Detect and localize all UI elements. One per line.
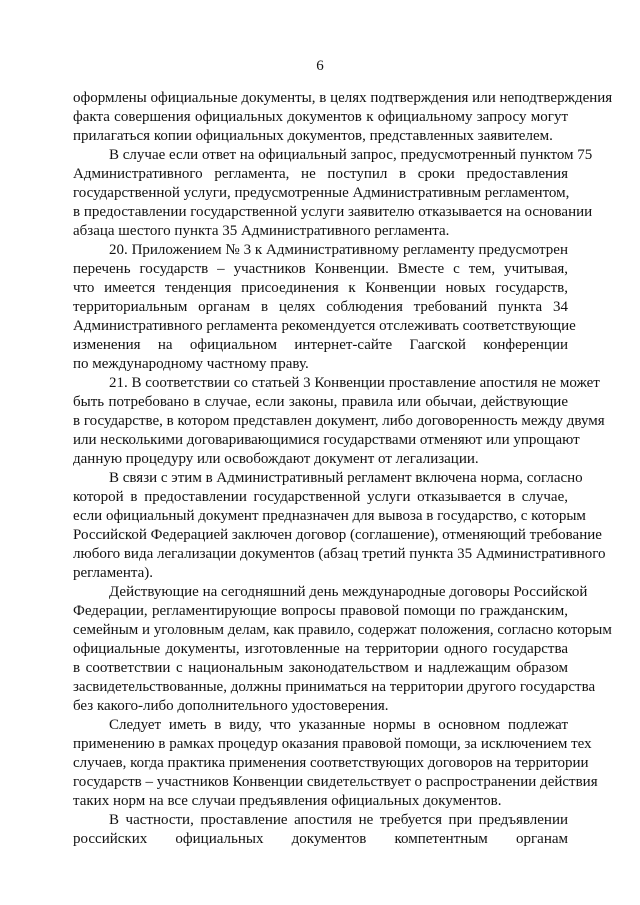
text-line: официальные документы, изготовленные на территории одного государства	[73, 641, 568, 657]
text-line: по международному частному праву.	[73, 356, 309, 372]
paragraph	[73, 583, 612, 716]
text-line: которой в предоставлении государственной услуги отказывается в случае,	[73, 489, 568, 505]
text-line: территориальным органам в целях соблюдения требований пункта 34	[73, 299, 568, 315]
paragraph	[73, 146, 593, 241]
text-line: в государстве, в котором представлен документ, либо договоренность между двумя	[73, 413, 605, 429]
text-line: быть потребовано в случае, если законы, правила или обычаи, действующие	[73, 394, 568, 410]
paragraph	[73, 374, 605, 469]
paragraph	[73, 469, 606, 583]
text-line: Федерации, регламентирующие вопросы правовой помощи по гражданским,	[73, 603, 568, 619]
text-line: данную процедуру или освобождают документ от легализации.	[73, 451, 479, 467]
text-line: российских официальных документов компетентным органам	[73, 831, 568, 847]
text-line: Российской Федерацией заключен договор (соглашение), отменяющий требование	[73, 527, 602, 543]
text-line: изменения на официальном интернет-сайте Гаагской конференции	[73, 337, 568, 353]
paragraph	[73, 811, 568, 849]
text-line: в соответствии с национальным законодательством и надлежащим образом	[73, 660, 568, 676]
text-line: факта совершения официальных документов к официальному запросу могут	[73, 109, 568, 125]
text-line: Действующие на сегодняшний день международные договоры Российской	[109, 584, 588, 600]
text-line: 21. В соответствии со статьей 3 Конвенции проставление апостиля не может	[109, 375, 600, 391]
text-line: любого вида легализации документов (абзац третий пункта 35 Административного	[73, 546, 606, 562]
text-line: случаев, когда практика применения соответствующих договоров на территории	[73, 755, 589, 771]
text-line: государственной услуги, предусмотренные Административным регламентом,	[73, 185, 570, 201]
text-line: засвидетельствованные, должны приниматься на территории другого государства	[73, 679, 596, 695]
page-number: 6	[316, 58, 324, 74]
paragraph	[73, 241, 576, 374]
text-line: оформлены официальные документы, в целях подтверждения или неподтверждения	[73, 90, 613, 106]
text-line: в предоставлении государственной услуги заявителю отказывается на основании	[73, 204, 593, 220]
text-line: В связи с этим в Административный регламент включена норма, согласно	[109, 470, 583, 486]
text-line: В случае если ответ на официальный запрос, предусмотренный пунктом 75	[109, 147, 593, 163]
text-line: семейным и уголовным делам, как правило, содержат положения, согласно которым	[73, 622, 612, 638]
text-line: применению в рамках процедур оказания правовой помощи, за исключением тех	[73, 736, 592, 752]
text-line: или несколькими договаривающимися государствами отменяют или упрощают	[73, 432, 580, 448]
text-line: абзаца шестого пункта 35 Административного регламента.	[73, 223, 450, 239]
text-line: прилагаться копии официальных документов, представленных заявителем.	[73, 128, 553, 144]
text-line: государств – участников Конвенции свидетельствует о распространении действия	[73, 774, 598, 790]
paragraph	[73, 716, 598, 811]
text-line: В частности, проставление апостиля не требуется при предъявлении	[109, 812, 568, 828]
text-line: 20. Приложением № 3 к Административному регламенту предусмотрен	[109, 242, 568, 258]
text-line: Административного регламента рекомендуется отслеживать соответствующие	[73, 318, 576, 334]
paragraph	[73, 89, 613, 146]
text-line: если официальный документ предназначен для вывоза в государство, с которым	[73, 508, 586, 524]
text-line: что имеется тенденция присоединения к Конвенции новых государств,	[73, 280, 568, 296]
text-line: Административного регламента, не поступил в сроки предоставления	[73, 166, 568, 182]
text-line: регламента).	[73, 565, 154, 581]
text-line: таких норм на все случаи предъявления официальных документов.	[73, 793, 502, 809]
text-line: Следует иметь в виду, что указанные нормы в основном подлежат	[109, 717, 568, 733]
text-line: перечень государств – участников Конвенции. Вместе с тем, учитывая,	[73, 261, 568, 277]
document-body	[73, 89, 613, 849]
text-line: без какого-либо дополнительного удостоверения.	[73, 698, 389, 714]
